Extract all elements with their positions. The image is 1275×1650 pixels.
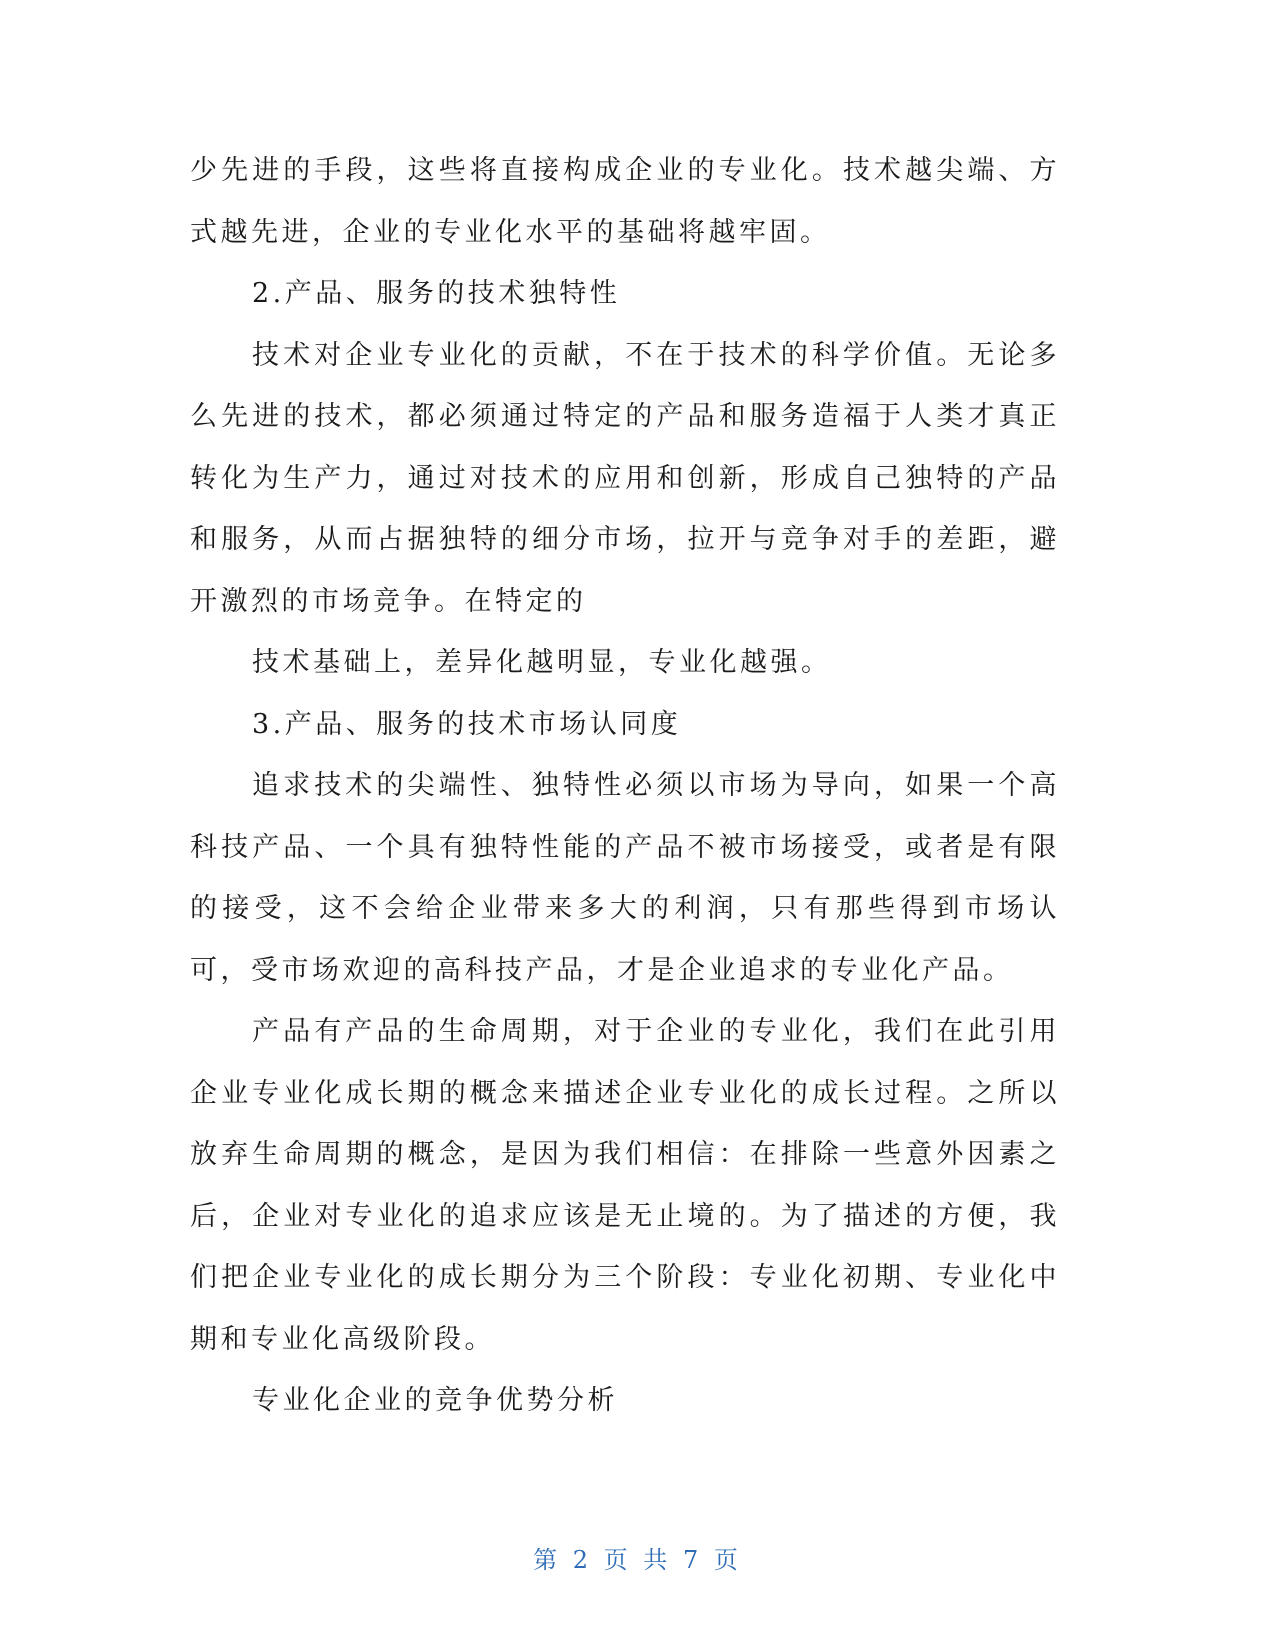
page-number-footer: 第 2 页 共 7 页 bbox=[533, 1546, 742, 1574]
paragraph-2: 技术对企业专业化的贡献，不在于技术的科学价值。无论多么先进的技术，都必须通过特定的产品和服务造福于人类才真正转化为生产力，通过对技术的应用和创新，形成自己独特的产品和服务，从而占据独特的细分市场，拉开与竞争对手的差距，避开激烈的市场竞争。在特定的 bbox=[190, 339, 1060, 617]
section-heading-competitive-advantage: 专业化企业的竞争优势分析 bbox=[252, 1385, 618, 1416]
paragraph-4: 追求技术的尖端性、独特性必须以市场为导向，如果一个高科技产品、一个具有独特性能的产品不被市场接受，或者是有限的接受，这不会给企业带来多大的利润，只有那些得到市场认可，受市场欢迎的高科技产品，才是企业追求的专业化产品。 bbox=[190, 770, 1060, 986]
section-heading-2: 2.产品、服务的技术独特性 bbox=[252, 278, 621, 309]
section-heading-3: 3.产品、服务的技术市场认同度 bbox=[252, 708, 682, 740]
page-body bbox=[190, 140, 1060, 1432]
paragraph-5: 产品有产品的生命周期，对于企业的专业化，我们在此引用企业专业化成长期的概念来描述企业专业化的成长过程。之所以放弃生命周期的概念，是因为我们相信：在排除一些意外因素之后，企业对专业化的追求应该是无止境的。为了描述的方便，我们把企业专业化的成长期分为三个阶段：专业化初期、专业化中期和专业化高级阶段。 bbox=[190, 1016, 1060, 1355]
paragraph-1: 少先进的手段，这些将直接构成企业的专业化。技术越尖端、方式越先进，企业的专业化水平的基础将越牢固。 bbox=[190, 155, 1060, 248]
paragraph-3: 技术基础上，差异化越明显，专业化越强。 bbox=[252, 647, 832, 678]
